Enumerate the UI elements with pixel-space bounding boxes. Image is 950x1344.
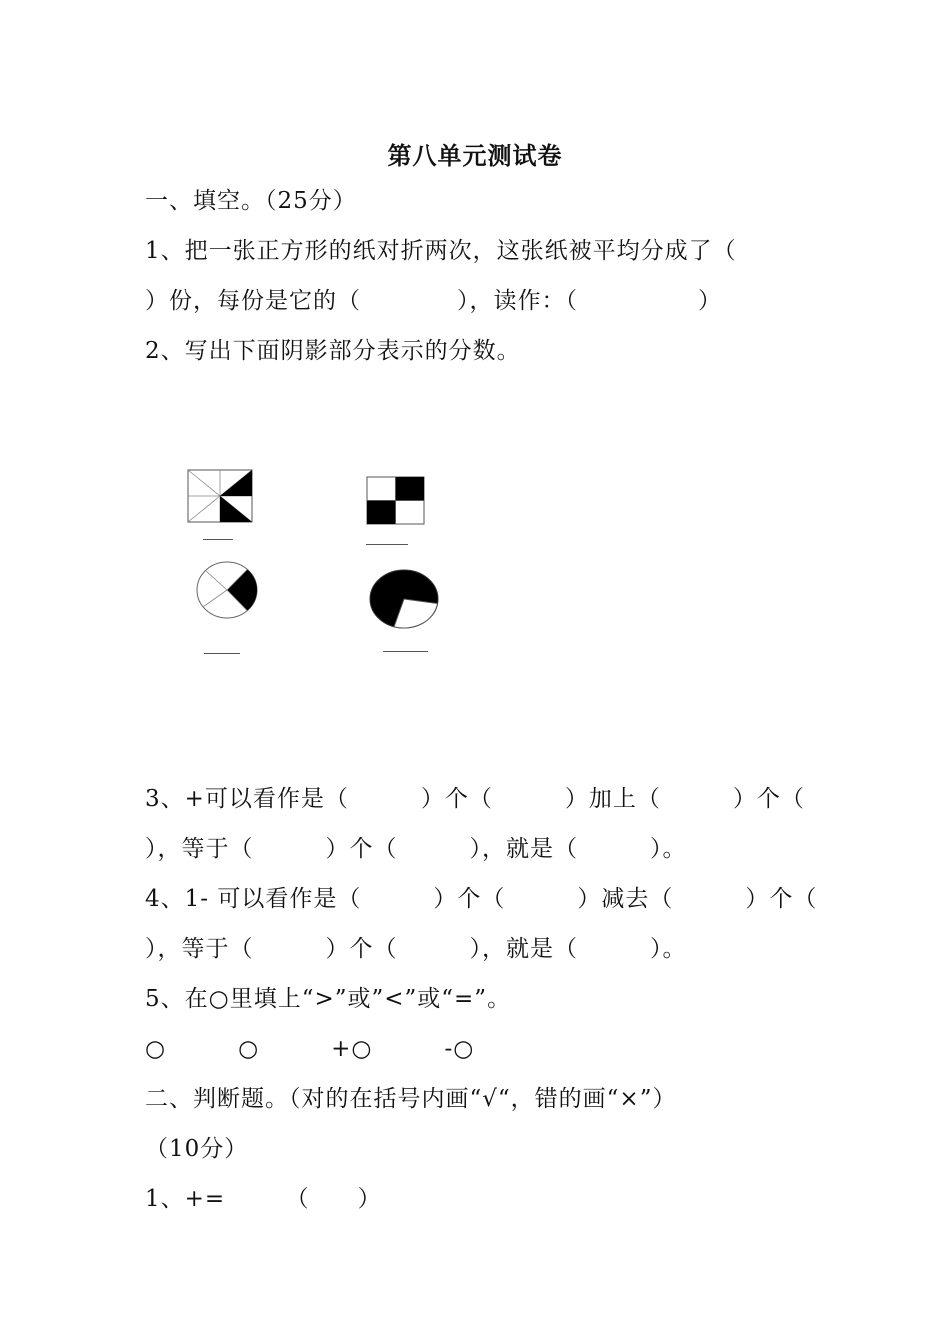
q4-line1: 4、1- 可以看作是（ ）个（ ）减去（ ）个（ bbox=[145, 886, 818, 912]
section1-heading: 一、填空。（25分） bbox=[145, 188, 357, 214]
q4-line2: ），等于（ ）个（ ），就是（ ）。 bbox=[145, 936, 687, 962]
page-title: 第八单元测试卷 bbox=[387, 141, 563, 170]
answer-blank-4 bbox=[383, 651, 428, 652]
q3-line1: 3、+可以看作是（ ）个（ ）加上（ ）个（ bbox=[145, 786, 805, 812]
q2-text: 2、写出下面阴影部分表示的分数。 bbox=[145, 338, 521, 364]
fraction-figure-square-grid bbox=[366, 476, 426, 526]
q5-text: 5、在○里填上“>”或”<”或“=”。 bbox=[145, 986, 512, 1012]
fraction-figure-circle-fifths bbox=[195, 560, 261, 620]
answer-blank-1 bbox=[203, 539, 233, 540]
q5-comparison-items: ○ ○ +○ -○ bbox=[145, 1036, 475, 1062]
fraction-figure-circle-large bbox=[369, 568, 441, 630]
section2-q1: 1、+= （ ） bbox=[145, 1186, 382, 1212]
section2-points: （10分） bbox=[145, 1136, 249, 1162]
q1-line1: 1、把一张正方形的纸对折两次，这张纸被平均分成了（ bbox=[145, 238, 737, 264]
fraction-figure-square-triangles bbox=[187, 469, 255, 525]
section2-heading: 二、判断题。（对的在括号内画“√“，错的画“×”） bbox=[145, 1086, 677, 1112]
q3-line2: ），等于（ ）个（ ），就是（ ）。 bbox=[145, 836, 687, 862]
q1-line2: ）份，每份是它的（ ），读作：（ ） bbox=[145, 288, 722, 314]
answer-blank-2 bbox=[366, 544, 408, 545]
answer-blank-3 bbox=[204, 653, 240, 654]
